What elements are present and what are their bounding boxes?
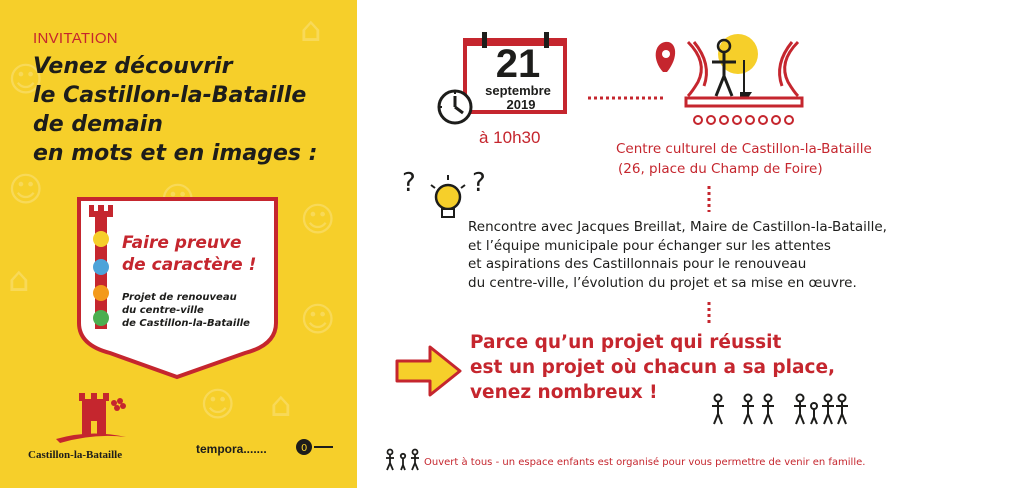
- headline-line: le Castillon-la-Bataille: [33, 83, 307, 108]
- event-address: (26, place du Champ de Foire): [618, 161, 823, 177]
- description-line: et l’équipe municipale pour échanger sur les attentes: [468, 237, 831, 254]
- pattern-house-icon: ⌂: [8, 260, 30, 300]
- description-line: Rencontre avec Jacques Breillat, Maire de Castillon-la-Bataille,: [468, 219, 887, 235]
- event-time: à 10h30: [479, 128, 541, 147]
- clock-icon: [436, 88, 474, 126]
- headline-line: Venez découvrir: [33, 54, 233, 79]
- dotted-connector: [706, 184, 712, 214]
- description-line: et aspirations des Castillonnais pour le renouveau: [468, 256, 807, 272]
- event-description: [468, 218, 1008, 292]
- pattern-smiley-icon: ☺: [300, 200, 336, 240]
- slogan-line: Parce qu’un projet qui réussit: [470, 332, 782, 353]
- pattern-smiley-icon: ☺: [8, 170, 44, 210]
- event-year: 2019: [506, 97, 536, 112]
- town-logo-name: Castillon-la-Bataille: [28, 449, 123, 461]
- invitation-label: INVITATION: [33, 30, 118, 47]
- people-icon: [710, 393, 850, 427]
- headline-line: en mots et en images :: [33, 141, 318, 166]
- event-day: 21: [495, 42, 541, 86]
- event-place: Centre culturel de Castillon-la-Bataille: [616, 141, 872, 157]
- tempora-logo: tempora.......: [196, 442, 267, 456]
- pattern-house-icon: ⌂: [270, 385, 292, 425]
- pattern-smiley-icon: ☺: [200, 385, 236, 425]
- pattern-smiley-icon: ☺: [300, 300, 336, 340]
- question-mark-icon: ?: [472, 168, 486, 198]
- slogan-line: venez nombreux !: [470, 382, 658, 403]
- shield-subtitle: Projet de renouveau du centre-ville de Castillon-la-Bataille: [122, 292, 250, 329]
- arrow-right-icon: [394, 343, 464, 399]
- event-month: septembre: [485, 83, 551, 98]
- shield-emblem: [75, 195, 280, 380]
- family-icon: [384, 448, 422, 472]
- stage-icon: [648, 32, 818, 132]
- town-logo-icon: [30, 385, 150, 455]
- headline-line: de demain: [33, 112, 163, 137]
- question-mark-icon: ?: [402, 168, 416, 198]
- footer-note: Ouvert à tous - un espace enfants est organisé pour vous permettre de venir en famille.: [424, 457, 866, 468]
- shield-title: Faire preuve de caractère !: [122, 233, 257, 275]
- svg-text:0: 0: [301, 443, 308, 454]
- dotted-connector: [706, 300, 712, 328]
- headline: [33, 52, 353, 168]
- partner-logo-icon: [295, 436, 335, 458]
- pattern-smiley-icon: ☺: [8, 60, 44, 100]
- slogan-line: est un projet où chacun a sa place,: [470, 357, 836, 378]
- pattern-house-icon: ⌂: [300, 10, 322, 50]
- description-line: du centre-ville, l’évolution du projet et sa mise en œuvre.: [468, 274, 857, 291]
